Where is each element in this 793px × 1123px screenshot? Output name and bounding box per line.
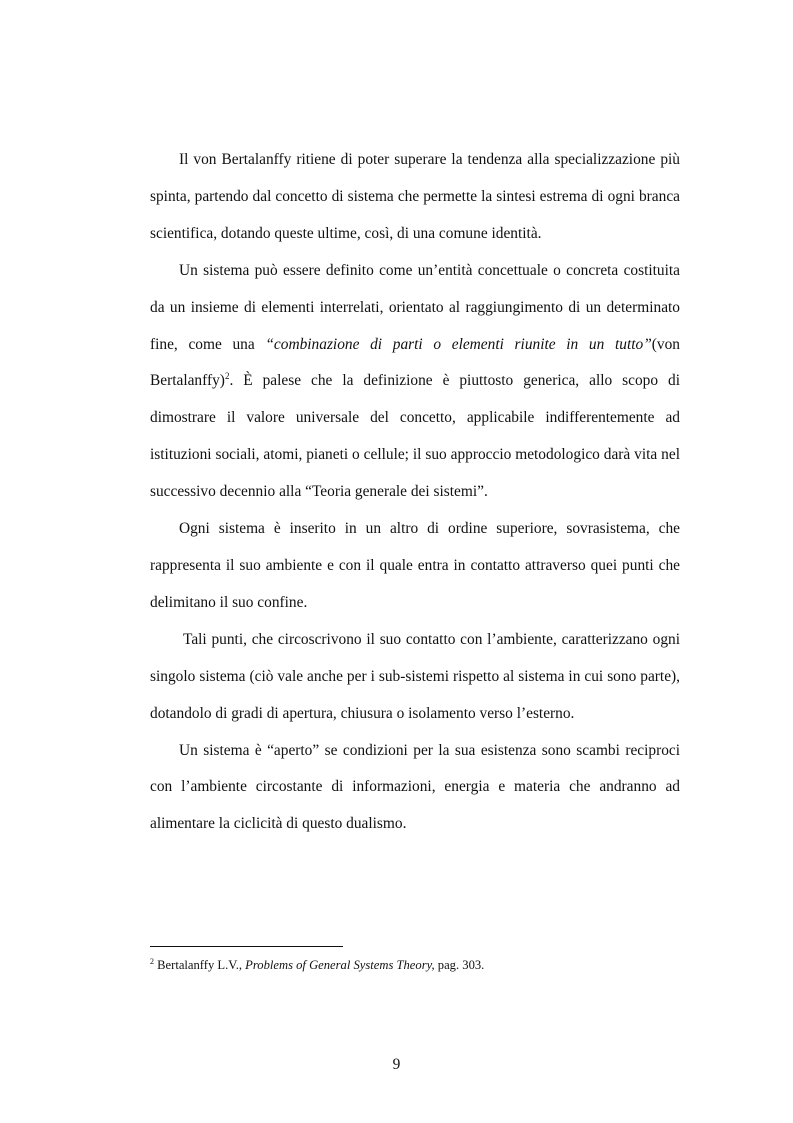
paragraph-5: Un sistema è “aperto” se condizioni per la sua esistenza sono scambi reciproci con l’ambiente circostante di informazioni, energia e materia che andranno ad alimentare la ciclicità di questo dualismo.: [150, 741, 680, 833]
paragraph-2-rest: . È palese che la definizione è piuttosto generica, allo scopo di dimostrare il valore universale del concetto, applicabile indifferentemente ad istituzioni sociali, atomi, pianeti o cellule; il suo approccio metodologico darà vita nel successivo decennio alla “Teoria generale dei sistemi”.: [150, 372, 680, 501]
footnote-reference: 2: [224, 371, 230, 382]
footnote-number: 2: [150, 957, 154, 966]
paragraph-1: Il von Bertalanffy ritiene di poter superare la tendenza alla specializzazione più spinta, partendo dal concetto di sistema che permette la sintesi estrema di ogni branca scientifica, dotando queste ultime, così, di una comune identità.: [150, 151, 680, 242]
footnote-title: Problems of General Systems Theory,: [245, 958, 435, 972]
paragraph-4: Tali punti, che circoscrivono il suo contatto con l’ambiente, caratterizzano ogni singolo sistema (ciò vale anche per i sub-sistemi rispetto al sistema in cui sono parte), dotandolo di gradi di apertura, chiusura o isolamento verso l’esterno.: [150, 630, 680, 722]
page-number: 9: [392, 1056, 401, 1073]
quote-attribution: (von Bertalanffy): [150, 335, 680, 390]
paragraph-3: Ogni sistema è inserito in un altro di ordine superiore, sovrasistema, che rappresenta il suo ambiente e con il quale entra in contatto attraverso quei punti che delimitano il suo confine.: [150, 520, 680, 611]
footnote-author: Bertalanffy L.V.,: [154, 958, 246, 972]
footnote-separator: [150, 946, 343, 947]
footnote-page: pag. 303.: [434, 958, 485, 972]
paragraph-2: [150, 253, 680, 511]
paragraph-2-intro: Un sistema può essere definito come un’entità concettuale o concreta costituita da un insieme di elementi interrelati, orientato al raggiungimento di un determinato fine, come una: [150, 261, 680, 353]
bertalanffy-quote: “combinazione di parti o elementi riunite in un tutto”: [265, 335, 652, 353]
footnote: [150, 956, 680, 974]
page-body: [150, 142, 680, 843]
